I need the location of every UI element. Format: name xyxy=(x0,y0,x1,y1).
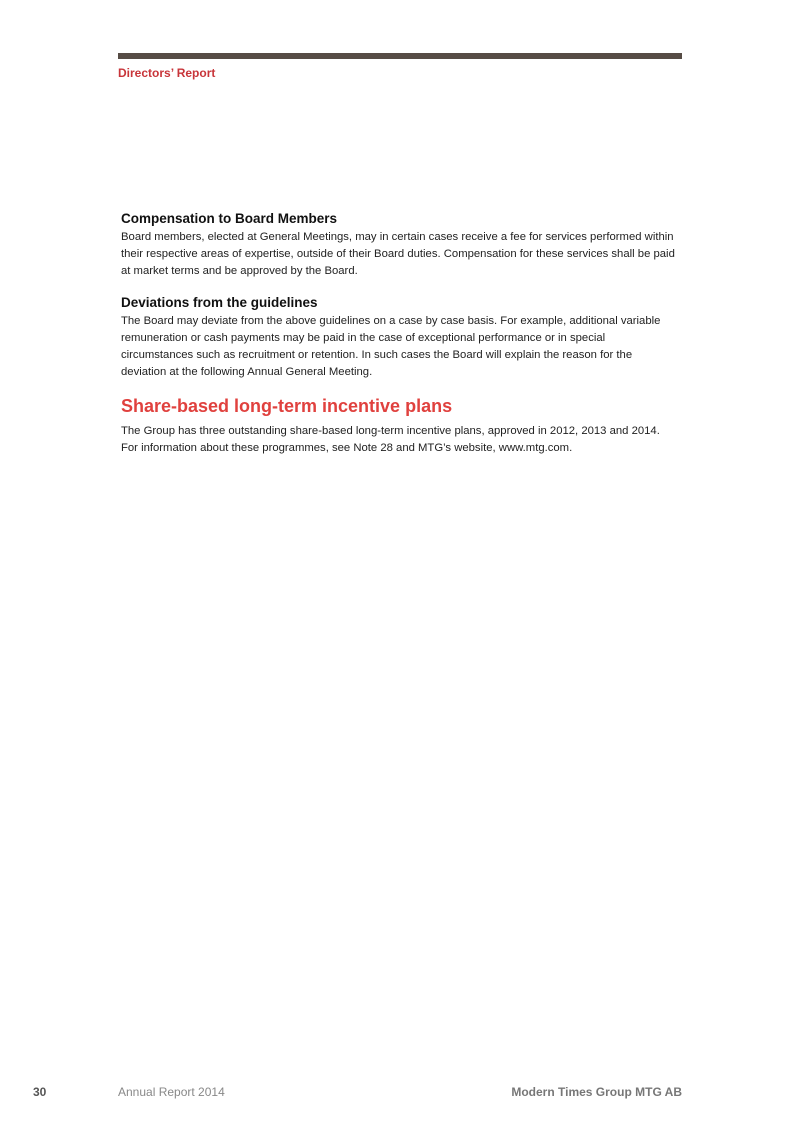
compensation-text: Board members, elected at General Meetings, may in certain cases receive a fee for services performed within their respective areas of expertise, outside of their Board duties. Compensation for these services shall be paid at market terms and be approved by the Board. xyxy=(121,231,675,277)
deviations-text: The Board may deviate from the above guidelines on a case by case basis. For example, additional variable remuneration or cash payments may be paid in the case of exceptional performance or in special circumstances such as recruitment or retention. In such cases the Board will explain the reason for the deviation at the following Annual General Meeting. xyxy=(121,315,661,378)
main-content xyxy=(121,210,677,471)
company-name: Modern Times Group MTG AB xyxy=(511,1085,682,1099)
report-name: Annual Report 2014 xyxy=(118,1085,225,1099)
compensation-heading: Compensation to Board Members xyxy=(121,211,338,226)
section-title: Directors’ Report xyxy=(118,66,216,80)
deviations-heading: Deviations from the guidelines xyxy=(121,295,318,310)
share-plans-heading: Share-based long-term incentive plans xyxy=(121,396,453,416)
page-number: 30 xyxy=(33,1085,47,1099)
header-rule xyxy=(118,53,682,59)
share-plans-text: The Group has three outstanding share-based long-term incentive plans, approved in 2012, 2013 and 2014. For information about these programmes, see Note 28 and MTG’s website, www.mtg.com. xyxy=(121,425,660,454)
